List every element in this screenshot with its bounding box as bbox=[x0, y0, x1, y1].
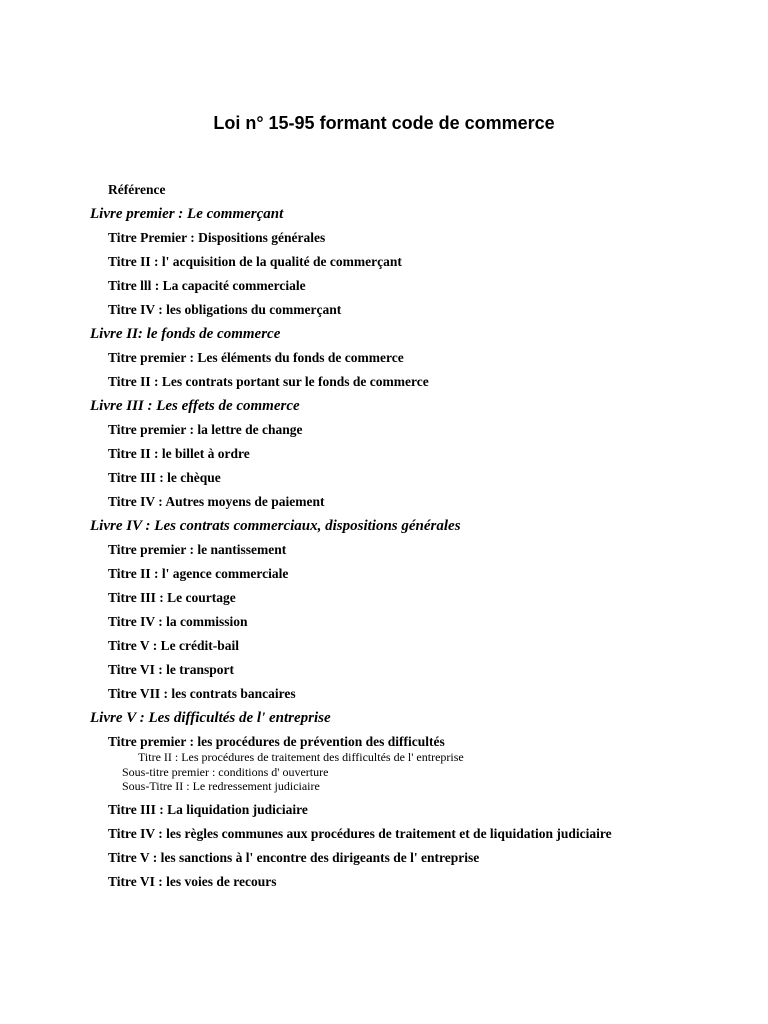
toc-livre-1-titre-3[interactable]: Titre lll : La capacité commerciale bbox=[108, 278, 306, 293]
toc-livre-5-titre-4[interactable]: Titre IV : les règles communes aux procédures de traitement et de liquidation judiciaire bbox=[108, 825, 612, 841]
toc-livre-1[interactable]: Livre premier : Le commerçant bbox=[90, 206, 284, 222]
toc-livre-4-titre-5[interactable]: Titre V : Le crédit-bail bbox=[108, 638, 239, 653]
toc-livre-4-titre-1[interactable]: Titre premier : le nantissement bbox=[108, 542, 287, 557]
toc-livre-2-titre-2[interactable]: Titre II : Les contrats portant sur le fonds de commerce bbox=[108, 374, 429, 389]
toc-livre-4-titre-3[interactable]: Titre III : Le courtage bbox=[108, 590, 236, 605]
toc-livre-4[interactable]: Livre IV : Les contrats commerciaux, dispositions générales bbox=[90, 518, 461, 534]
toc-reference-link[interactable]: Référence bbox=[108, 182, 166, 197]
toc-livre-1-titre-1[interactable]: Titre Premier : Dispositions générales bbox=[108, 230, 326, 245]
table-of-contents bbox=[0, 178, 768, 894]
toc-livre-2-titre-1[interactable]: Titre premier : Les éléments du fonds de commerce bbox=[108, 350, 404, 365]
toc-livre-3-titre-4[interactable]: Titre IV : Autres moyens de paiement bbox=[108, 494, 325, 509]
toc-livre-3-titre-3[interactable]: Titre III : le chèque bbox=[108, 470, 221, 485]
toc-livre-5-titre-3[interactable]: Titre III : La liquidation judiciaire bbox=[108, 801, 308, 817]
document-title: Loi n° 15-95 formant code de commerce bbox=[213, 113, 555, 133]
toc-livre-3[interactable]: Livre III : Les effets de commerce bbox=[90, 398, 300, 414]
toc-livre-4-titre-2[interactable]: Titre II : l' agence commerciale bbox=[108, 566, 289, 581]
toc-livre-4-titre-7[interactable]: Titre VII : les contrats bancaires bbox=[108, 686, 296, 701]
toc-livre-5-sous-titre-2[interactable]: Sous-Titre II : Le redressement judiciaire bbox=[122, 779, 320, 793]
toc-livre-2[interactable]: Livre II: le fonds de commerce bbox=[90, 326, 281, 342]
toc-livre-4-titre-6[interactable]: Titre VI : le transport bbox=[108, 662, 234, 677]
toc-livre-5-sous-titre-1[interactable]: Sous-titre premier : conditions d' ouverture bbox=[122, 764, 329, 779]
toc-livre-1-titre-4[interactable]: Titre IV : les obligations du commerçant bbox=[108, 302, 342, 317]
toc-livre-5-titre-5[interactable]: Titre V : les sanctions à l' encontre des dirigeants de l' entreprise bbox=[108, 849, 480, 865]
toc-livre-3-titre-2[interactable]: Titre II : le billet à ordre bbox=[108, 446, 250, 461]
toc-livre-5-titre-1[interactable]: Titre premier : les procédures de prévention des difficultés bbox=[108, 734, 445, 749]
toc-livre-5-titre-6[interactable]: Titre VI : les voies de recours bbox=[108, 873, 277, 889]
toc-livre-4-titre-4[interactable]: Titre IV : la commission bbox=[108, 614, 248, 629]
toc-livre-1-titre-2[interactable]: Titre II : l' acquisition de la qualité de commerçant bbox=[108, 254, 402, 269]
toc-livre-5-subsections bbox=[0, 750, 768, 794]
toc-livre-5[interactable]: Livre V : Les difficultés de l' entreprise bbox=[90, 710, 331, 726]
toc-livre-3-titre-1[interactable]: Titre premier : la lettre de change bbox=[108, 422, 303, 437]
toc-livre-5-sub-titre-2[interactable]: Titre II : Les procédures de traitement des difficultés de l' entreprise bbox=[138, 750, 464, 764]
